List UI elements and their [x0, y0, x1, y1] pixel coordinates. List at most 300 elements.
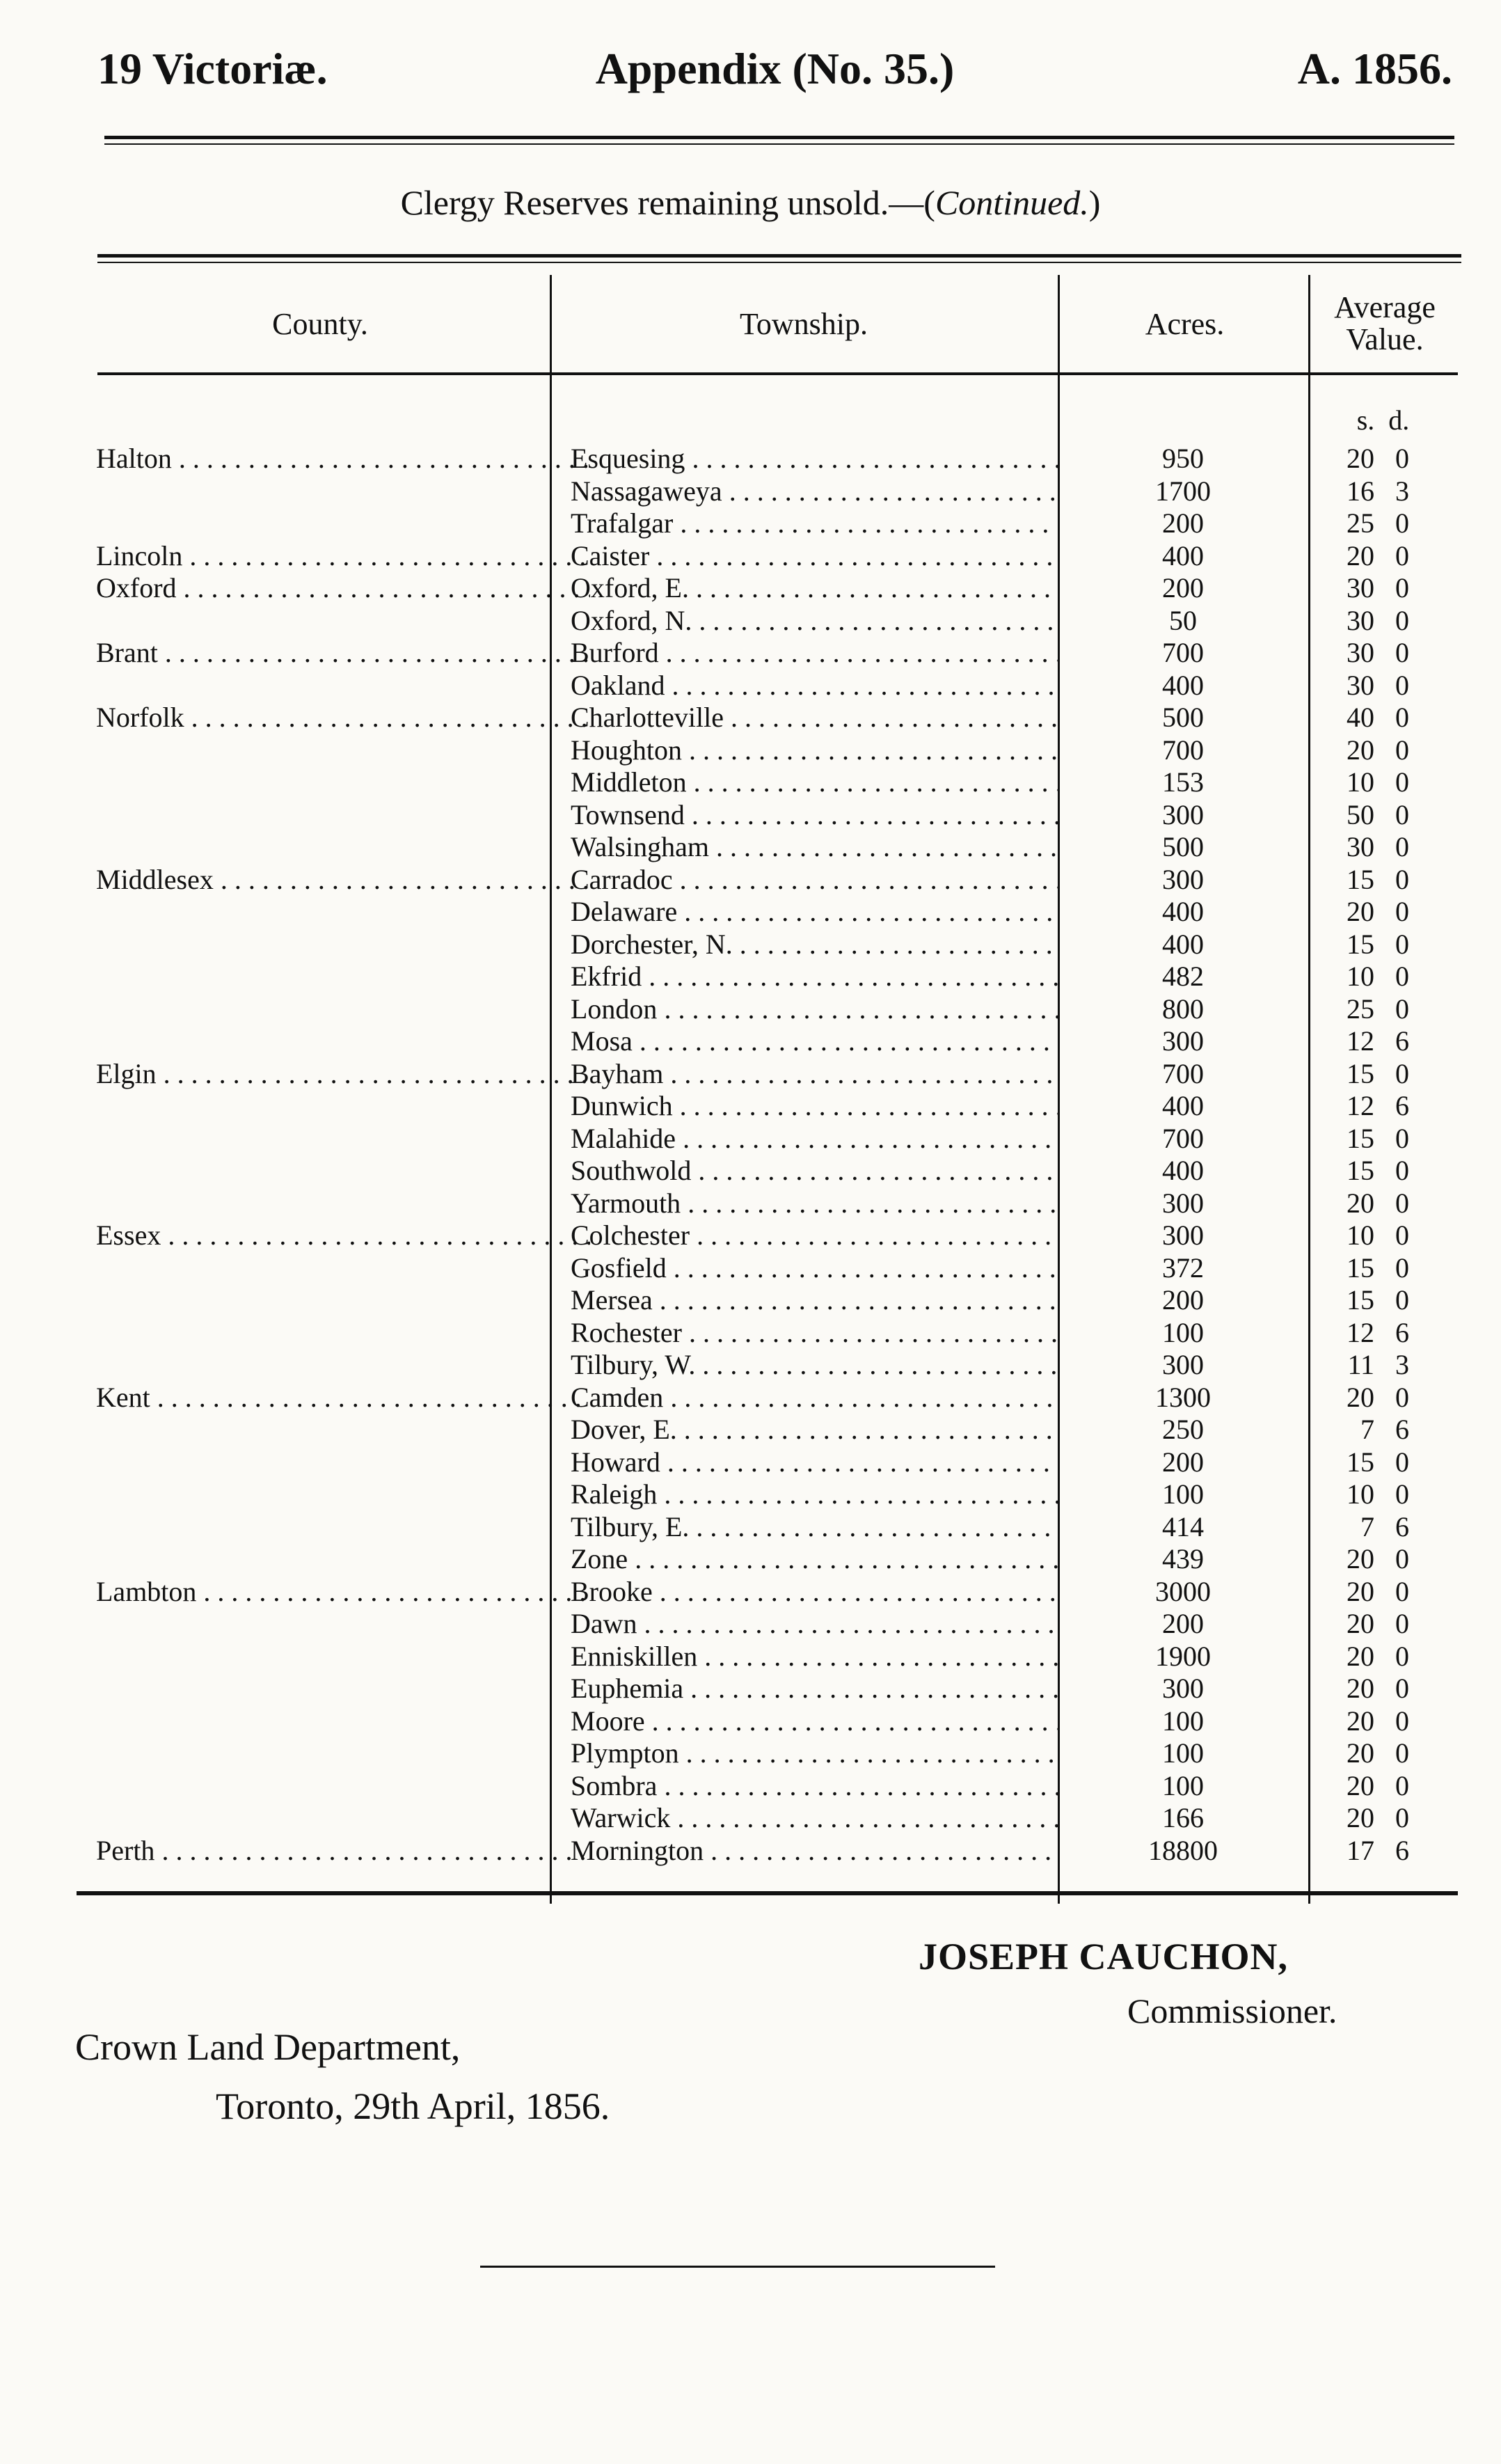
title-close: ) [1088, 183, 1101, 222]
header-separator [97, 372, 1458, 375]
pence-cell [1378, 604, 1427, 637]
pence-cell [1378, 1284, 1427, 1316]
pence-cell [1378, 1089, 1427, 1122]
table-row [70, 798, 1458, 830]
running-header [97, 43, 1452, 106]
acres-cell [1058, 863, 1308, 896]
table-row [70, 636, 1458, 668]
pence-cell-text: 0 [1395, 1705, 1409, 1737]
pence-cell-text: 0 [1395, 1122, 1409, 1154]
title-continued: Continued. [935, 183, 1089, 222]
county-cell [96, 1057, 590, 1090]
pence-cell [1378, 766, 1427, 798]
pence-cell-text: 3 [1395, 475, 1409, 507]
shillings-cell-text: 20 [1347, 1769, 1374, 1801]
pence-cell-text: 0 [1395, 993, 1409, 1025]
place-and-date: Toronto, 29th April, 1856. [216, 2085, 610, 2127]
acres-cell [1058, 1154, 1308, 1187]
shillings-cell-text: 16 [1347, 475, 1374, 507]
township-cell-text: Dorchester, N. . . . [571, 929, 1058, 960]
shillings-cell-text: 10 [1347, 1219, 1374, 1251]
county-cell-text: Oxford . . . [96, 572, 590, 603]
shillings-cell-text: 20 [1347, 1543, 1374, 1574]
shillings-cell-text: 20 [1347, 1575, 1374, 1607]
township-cell [571, 798, 1058, 831]
shillings-cell [1312, 442, 1374, 475]
shillings-cell-text: 15 [1347, 1251, 1374, 1284]
acres-cell-text: 700 [1162, 637, 1204, 668]
pence-cell-text: 6 [1395, 1090, 1409, 1121]
shillings-cell [1312, 1154, 1374, 1187]
pence-cell-text: 6 [1395, 1025, 1409, 1057]
pence-cell [1378, 475, 1427, 507]
township-cell-text: London . . . [571, 993, 1058, 1025]
shillings-cell-text: 10 [1347, 961, 1374, 992]
commissioner-title: Commissioner. [1127, 1991, 1337, 2030]
acres-cell-text: 3000 [1155, 1575, 1211, 1607]
shillings-cell-text: 30 [1347, 572, 1374, 603]
township-cell-text: Oakland . . . [571, 670, 1058, 701]
township-cell-text: Bayham . . . [571, 1058, 1058, 1089]
acres-cell [1058, 1089, 1308, 1122]
acres-cell [1058, 539, 1308, 572]
shillings-cell [1312, 701, 1374, 734]
pence-cell-text: 0 [1395, 1608, 1409, 1639]
township-cell-text: Southwold . . . [571, 1155, 1058, 1186]
table-row [70, 1834, 1458, 1866]
shillings-cell [1312, 1607, 1374, 1640]
table-row [70, 1057, 1458, 1089]
acres-cell [1058, 1025, 1308, 1057]
township-cell-text: Mersea . . . [571, 1284, 1058, 1316]
acres-cell [1058, 1446, 1308, 1478]
column-header-township: Township. [740, 306, 868, 341]
pence-cell [1378, 1575, 1427, 1608]
township-cell-text: Houghton . . . [571, 734, 1058, 766]
shillings-cell-text: 20 [1347, 734, 1374, 766]
township-cell [571, 1154, 1058, 1187]
township-cell [571, 1122, 1058, 1155]
township-cell [571, 1219, 1058, 1251]
township-cell-text: Walsingham . . . [571, 831, 1058, 862]
shillings-cell-text: 12 [1347, 1090, 1374, 1121]
acres-cell [1058, 701, 1308, 734]
table-row [70, 1542, 1458, 1574]
acres-cell-text: 300 [1162, 1025, 1204, 1057]
township-cell [571, 539, 1058, 572]
pence-cell-text: 0 [1395, 1155, 1409, 1186]
acres-cell-text: 200 [1162, 1284, 1204, 1316]
shillings-cell [1312, 1542, 1374, 1575]
shillings-cell-text: 17 [1347, 1834, 1374, 1866]
pence-cell [1378, 1154, 1427, 1187]
acres-cell-text: 300 [1162, 1673, 1204, 1704]
acres-cell [1058, 571, 1308, 604]
acres-cell-text: 1700 [1155, 475, 1211, 507]
shillings-cell-text: 30 [1347, 669, 1374, 701]
township-cell [571, 928, 1058, 961]
county-cell-text: Elgin . . . [96, 1058, 590, 1089]
commissioner-name: JOSEPH CAUCHON, [919, 1936, 1289, 1977]
pence-cell-text: 0 [1395, 1802, 1409, 1833]
pence-cell-text: 0 [1395, 1057, 1409, 1089]
pence-cell [1378, 993, 1427, 1025]
table-row [70, 507, 1458, 539]
pence-cell-text: 0 [1395, 831, 1409, 862]
acres-cell [1058, 1187, 1308, 1219]
shillings-cell [1312, 669, 1374, 702]
township-cell-text: Mosa . . . [571, 1025, 1058, 1057]
pence-cell [1378, 1025, 1427, 1057]
township-cell [571, 1575, 1058, 1608]
township-cell-text: Nassagaweya . . . [571, 475, 1058, 507]
township-cell-text: Tilbury, W. . . . [571, 1349, 1058, 1380]
pence-cell-text: 0 [1395, 928, 1409, 960]
county-cell [96, 571, 590, 604]
township-cell-text: Camden . . . [571, 1382, 1058, 1413]
pence-cell [1378, 1251, 1427, 1284]
township-cell-text: Raleigh . . . [571, 1478, 1058, 1510]
pence-cell [1378, 507, 1427, 539]
acres-cell-text: 300 [1162, 1187, 1204, 1219]
township-cell [571, 701, 1058, 734]
township-cell [571, 830, 1058, 863]
shillings-cell-text: 12 [1347, 1025, 1374, 1057]
table-row [70, 604, 1458, 636]
shillings-cell-text: 30 [1347, 604, 1374, 636]
shillings-cell [1312, 1705, 1374, 1737]
county-cell [96, 636, 590, 669]
value-header-line1: Average [1334, 290, 1436, 324]
acres-cell-text: 700 [1162, 1122, 1204, 1154]
shillings-cell-text: 15 [1347, 1446, 1374, 1478]
pence-cell-text: 0 [1395, 798, 1409, 830]
session-label: 19 Victoriæ. [97, 44, 328, 93]
township-cell-text: Mornington . . . [571, 1835, 1058, 1866]
acres-cell [1058, 604, 1308, 637]
acres-cell-text: 1300 [1155, 1381, 1211, 1413]
year-label: A. 1856. [1297, 44, 1452, 93]
shillings-cell [1312, 475, 1374, 507]
pence-cell-text: 0 [1395, 572, 1409, 603]
township-cell-text: Malahide . . . [571, 1123, 1058, 1154]
shillings-cell-text: 7 [1360, 1414, 1374, 1445]
pence-cell [1378, 895, 1427, 928]
pence-cell [1378, 1801, 1427, 1834]
township-cell [571, 1705, 1058, 1737]
shillings-cell-text: 12 [1347, 1316, 1374, 1348]
shillings-cell [1312, 1640, 1374, 1673]
pence-cell-text: 0 [1395, 702, 1409, 733]
township-cell [571, 993, 1058, 1025]
shillings-cell-text: 20 [1347, 1705, 1374, 1737]
table-row [70, 1478, 1458, 1510]
township-cell-text: Esquesing . . . [571, 443, 1058, 474]
township-cell-text: Dawn . . . [571, 1608, 1058, 1639]
pence-cell [1378, 1187, 1427, 1219]
acres-cell-text: 400 [1162, 928, 1204, 960]
shillings-cell-text: 7 [1360, 1510, 1374, 1542]
shillings-cell [1312, 1672, 1374, 1705]
table-row [70, 701, 1458, 733]
table-row [70, 1801, 1458, 1833]
acres-cell [1058, 1801, 1308, 1834]
table-row [70, 928, 1458, 960]
township-cell-text: Yarmouth . . . [571, 1187, 1058, 1219]
pence-cell [1378, 734, 1427, 766]
township-cell-text: Dover, E. . . . [571, 1414, 1058, 1445]
township-cell [571, 960, 1058, 993]
table-row [70, 1413, 1458, 1445]
acres-cell [1058, 1381, 1308, 1414]
county-cell-text: Lambton . . . [96, 1576, 590, 1607]
county-cell [96, 1219, 590, 1251]
table-row [70, 1025, 1458, 1057]
value-units [1308, 404, 1458, 436]
acres-cell [1058, 1769, 1308, 1802]
shillings-cell [1312, 1737, 1374, 1769]
header-double-rule [104, 136, 1454, 145]
township-cell-text: Townsend . . . [571, 799, 1058, 830]
acres-cell-text: 500 [1162, 831, 1204, 862]
acres-cell-text: 100 [1162, 1705, 1204, 1737]
pence-cell [1378, 1446, 1427, 1478]
acres-cell-text: 166 [1162, 1802, 1204, 1833]
township-cell [571, 636, 1058, 669]
acres-cell-text: 300 [1162, 1219, 1204, 1251]
acres-cell-text: 200 [1162, 1608, 1204, 1639]
acres-cell-text: 100 [1162, 1478, 1204, 1510]
county-cell [96, 1834, 590, 1867]
acres-cell-text: 200 [1162, 507, 1204, 539]
shillings-unit: s. [1356, 404, 1375, 436]
shillings-cell [1312, 863, 1374, 896]
pence-cell [1378, 539, 1427, 572]
shillings-cell-text: 20 [1347, 1381, 1374, 1413]
county-cell-text: Perth . . . [96, 1835, 590, 1866]
county-cell [96, 442, 590, 475]
shillings-cell [1312, 1089, 1374, 1122]
township-cell [571, 442, 1058, 475]
shillings-cell-text: 15 [1347, 1284, 1374, 1316]
acres-cell [1058, 830, 1308, 863]
table-row [70, 830, 1458, 862]
township-cell-text: Moore . . . [571, 1705, 1058, 1737]
table-row [70, 863, 1458, 895]
acres-cell [1058, 1705, 1308, 1737]
pence-cell-text: 0 [1395, 1769, 1409, 1801]
acres-cell [1058, 1057, 1308, 1090]
table-row [70, 1705, 1458, 1737]
township-cell [571, 1251, 1058, 1284]
township-cell [571, 895, 1058, 928]
acres-cell-text: 400 [1162, 669, 1204, 701]
shillings-cell-text: 10 [1347, 766, 1374, 798]
acres-cell-text: 1900 [1155, 1640, 1211, 1672]
table-row [70, 766, 1458, 798]
acres-cell-text: 200 [1162, 572, 1204, 603]
table-row [70, 1640, 1458, 1672]
pence-cell [1378, 1348, 1427, 1381]
acres-cell [1058, 507, 1308, 539]
acres-cell [1058, 1834, 1308, 1867]
acres-cell [1058, 993, 1308, 1025]
county-cell-text: Lincoln . . . [96, 540, 590, 571]
township-cell-text: Delaware . . . [571, 896, 1058, 927]
acres-cell-text: 100 [1162, 1769, 1204, 1801]
township-cell-text: Middleton . . . [571, 766, 1058, 798]
pence-cell [1378, 1542, 1427, 1575]
shillings-cell [1312, 1316, 1374, 1349]
table-row [70, 895, 1458, 927]
shillings-cell-text: 30 [1347, 637, 1374, 668]
shillings-cell [1312, 1769, 1374, 1802]
township-cell [571, 1542, 1058, 1575]
shillings-cell-text: 20 [1347, 1802, 1374, 1833]
pence-cell [1378, 1478, 1427, 1510]
county-cell [96, 701, 590, 734]
pence-cell [1378, 1510, 1427, 1543]
pence-unit: d. [1388, 404, 1410, 436]
pence-cell [1378, 1737, 1427, 1769]
shillings-cell [1312, 1446, 1374, 1478]
shillings-cell-text: 15 [1347, 1155, 1374, 1186]
shillings-cell-text: 25 [1347, 993, 1374, 1025]
township-cell [571, 1478, 1058, 1510]
table-row [70, 1187, 1458, 1219]
shillings-cell [1312, 1478, 1374, 1510]
table-row [70, 1769, 1458, 1801]
acres-cell-text: 500 [1162, 702, 1204, 733]
shillings-cell-text: 15 [1347, 1057, 1374, 1089]
shillings-cell [1312, 604, 1374, 637]
acres-cell-text: 300 [1162, 798, 1204, 830]
table-row [70, 1316, 1458, 1348]
township-cell-text: Charlotteville . . . [571, 702, 1058, 733]
acres-cell-text: 153 [1162, 766, 1204, 798]
acres-cell [1058, 1575, 1308, 1608]
acres-cell [1058, 1251, 1308, 1284]
township-cell-text: Brooke . . . [571, 1576, 1058, 1607]
shillings-cell-text: 20 [1347, 1737, 1374, 1769]
shillings-cell-text: 20 [1347, 896, 1374, 927]
pence-cell-text: 0 [1395, 1575, 1409, 1607]
township-cell [571, 1187, 1058, 1219]
pence-cell-text: 0 [1395, 1640, 1409, 1672]
pence-cell [1378, 1316, 1427, 1349]
acres-cell [1058, 1348, 1308, 1381]
pence-cell-text: 0 [1395, 863, 1409, 895]
shillings-cell [1312, 1834, 1374, 1867]
shillings-cell-text: 25 [1347, 507, 1374, 539]
shillings-cell [1312, 1413, 1374, 1446]
acres-cell [1058, 1478, 1308, 1510]
acres-cell [1058, 1219, 1308, 1251]
pence-cell [1378, 1607, 1427, 1640]
township-cell-text: Gosfield . . . [571, 1252, 1058, 1284]
acres-cell [1058, 475, 1308, 507]
pence-cell-text: 0 [1395, 1673, 1409, 1704]
shillings-cell [1312, 507, 1374, 539]
pence-cell-text: 0 [1395, 1737, 1409, 1769]
pence-cell-text: 0 [1395, 1187, 1409, 1219]
acres-cell [1058, 1672, 1308, 1705]
township-cell [571, 571, 1058, 604]
township-cell-text: Oxford, N. . . . [571, 605, 1058, 636]
pence-cell [1378, 863, 1427, 896]
shillings-cell-text: 20 [1347, 1640, 1374, 1672]
township-cell [571, 1607, 1058, 1640]
acres-cell [1058, 442, 1308, 475]
acres-cell [1058, 636, 1308, 669]
shillings-cell [1312, 830, 1374, 863]
page-title [0, 182, 1501, 223]
acres-cell-text: 400 [1162, 1155, 1204, 1186]
pence-cell-text: 0 [1395, 539, 1409, 571]
township-cell-text: Warwick . . . [571, 1802, 1058, 1833]
shillings-cell [1312, 1025, 1374, 1057]
acres-cell-text: 482 [1162, 961, 1204, 992]
acres-cell [1058, 798, 1308, 831]
shillings-cell [1312, 734, 1374, 766]
county-cell-text: Norfolk . . . [96, 702, 590, 733]
township-cell [571, 734, 1058, 766]
township-cell [571, 1316, 1058, 1349]
township-cell [571, 475, 1058, 507]
acres-cell [1058, 734, 1308, 766]
township-cell [571, 1381, 1058, 1414]
township-cell-text: Zone . . . [571, 1543, 1058, 1574]
acres-cell-text: 200 [1162, 1446, 1204, 1478]
acres-cell [1058, 928, 1308, 961]
township-cell [571, 1025, 1058, 1057]
acres-cell [1058, 1640, 1308, 1673]
pence-cell-text: 0 [1395, 766, 1409, 798]
acres-cell-text: 439 [1162, 1543, 1204, 1574]
shillings-cell-text: 40 [1347, 702, 1374, 733]
township-cell [571, 766, 1058, 798]
acres-cell-text: 400 [1162, 539, 1204, 571]
clergy-reserves-table [70, 275, 1458, 1904]
township-cell-text: Ekfrid . . . [571, 961, 1058, 992]
pence-cell-text: 0 [1395, 1381, 1409, 1413]
shillings-cell-text: 20 [1347, 1187, 1374, 1219]
acres-cell-text: 700 [1162, 734, 1204, 766]
township-cell [571, 1737, 1058, 1769]
table-row [70, 1219, 1458, 1251]
township-cell-text: Caister . . . [571, 540, 1058, 571]
acres-cell-text: 100 [1162, 1737, 1204, 1769]
pence-cell-text: 0 [1395, 443, 1409, 474]
pence-cell [1378, 442, 1427, 475]
acres-cell-text: 50 [1169, 604, 1197, 636]
pence-cell-text: 6 [1395, 1414, 1409, 1445]
shillings-cell-text: 11 [1347, 1349, 1374, 1380]
township-cell [571, 1348, 1058, 1381]
acres-cell [1058, 1510, 1308, 1543]
pence-cell-text: 0 [1395, 604, 1409, 636]
acres-cell-text: 100 [1162, 1316, 1204, 1348]
acres-cell-text: 950 [1162, 443, 1204, 474]
shillings-cell [1312, 1510, 1374, 1543]
township-cell [571, 863, 1058, 896]
county-cell [96, 539, 590, 572]
township-cell-text: Howard . . . [571, 1446, 1058, 1478]
acres-cell-text: 300 [1162, 863, 1204, 895]
acres-cell-text: 250 [1162, 1414, 1204, 1445]
pence-cell-text: 0 [1395, 1284, 1409, 1316]
acres-cell [1058, 669, 1308, 702]
